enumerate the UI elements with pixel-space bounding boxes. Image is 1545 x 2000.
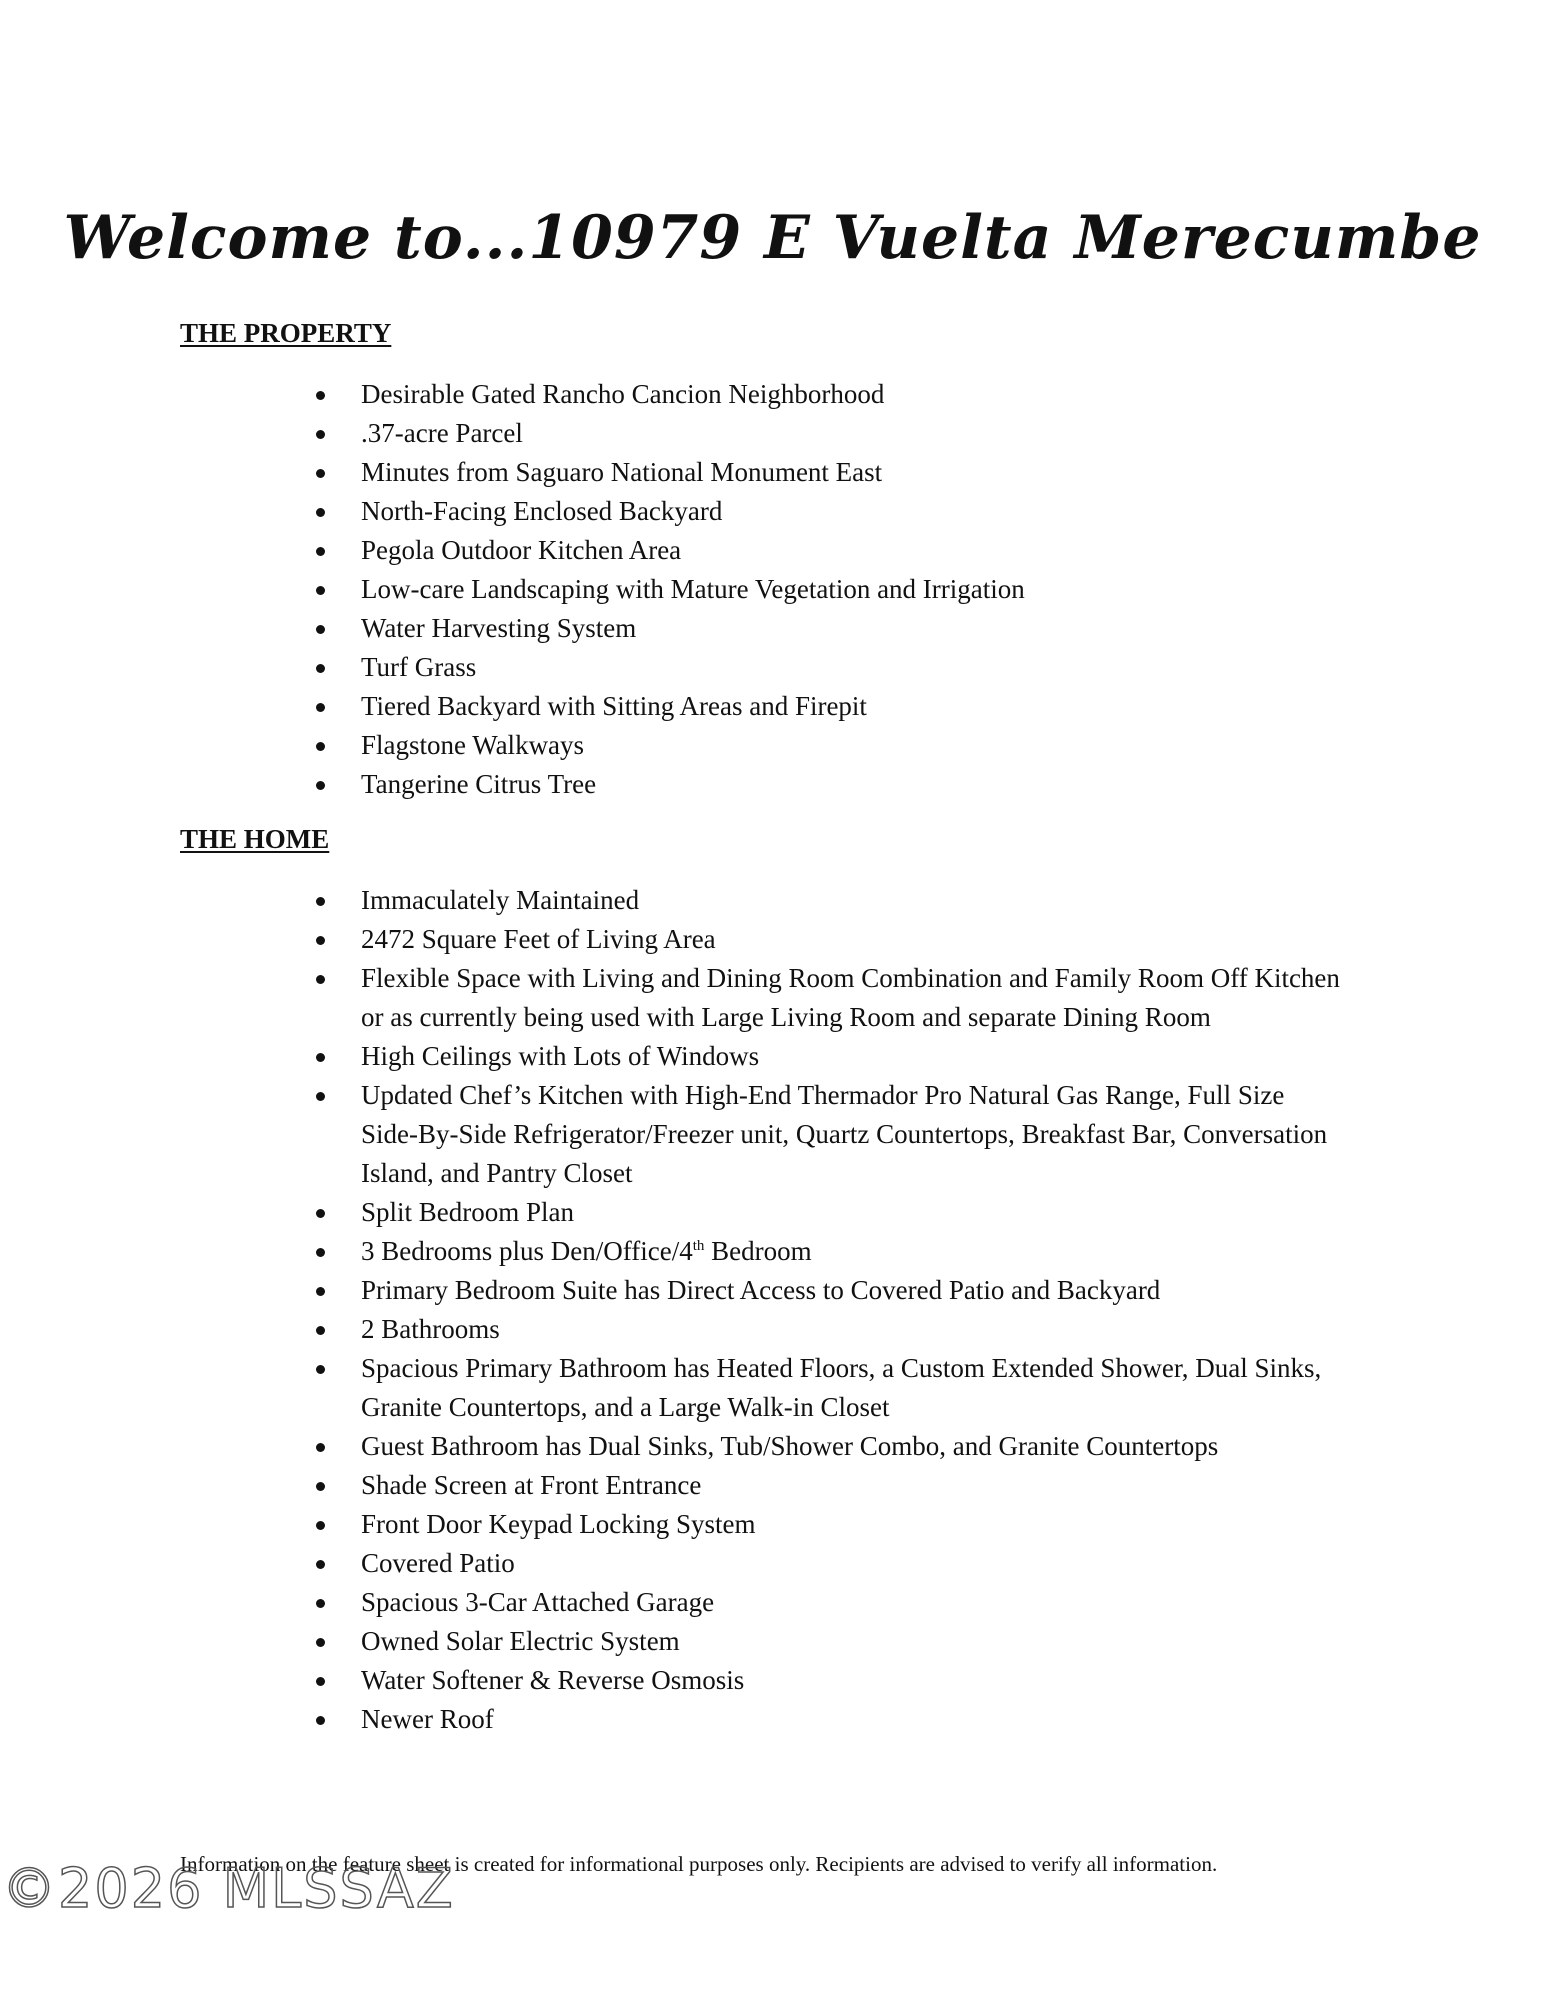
- bullet-icon: [316, 1482, 325, 1491]
- bullet-icon: [316, 1209, 325, 1218]
- list-item: [180, 1622, 1341, 1661]
- list-item-text: North-Facing Enclosed Backyard: [361, 496, 723, 526]
- bullet-icon: [316, 625, 325, 634]
- list-item-text: Split Bedroom Plan: [361, 1197, 575, 1227]
- bullet-icon: [316, 936, 325, 945]
- list-item: [180, 1544, 1341, 1583]
- bullet-icon: [316, 1716, 325, 1725]
- list-item-text: Primary Bedroom Suite has Direct Access to Covered Patio and Backyard: [361, 1275, 1161, 1305]
- list-item: [180, 881, 1341, 920]
- list-item: [180, 1271, 1341, 1310]
- bullet-icon: [316, 664, 325, 673]
- list-item-text: Front Door Keypad Locking System: [361, 1509, 756, 1539]
- page-title: Welcome to...10979 E Vuelta Merecumbe: [63, 203, 1482, 274]
- bullet-icon: [316, 1599, 325, 1608]
- list-item: [180, 1076, 1341, 1193]
- section-heading-home: THE HOME: [180, 824, 330, 854]
- bullet-icon: [316, 1560, 325, 1569]
- list-item-text: Spacious Primary Bathroom has Heated Floors, a Custom Extended Shower, Dual Sinks, Granite Countertops, and a Large Walk-in Closet: [361, 1353, 1322, 1422]
- list-item-text: Tiered Backyard with Sitting Areas and Firepit: [361, 691, 867, 721]
- list-item-text: Guest Bathroom has Dual Sinks, Tub/Shower Combo, and Granite Countertops: [361, 1431, 1219, 1461]
- list-item: [180, 531, 1341, 570]
- list-item-text: 2 Bathrooms: [361, 1314, 500, 1344]
- list-item: [180, 959, 1341, 1037]
- bullet-icon: [316, 1092, 325, 1101]
- list-item-text: 2472 Square Feet of Living Area: [361, 924, 716, 954]
- list-item-text: High Ceilings with Lots of Windows: [361, 1041, 760, 1071]
- list-item: [180, 1466, 1341, 1505]
- bullet-icon: [316, 1053, 325, 1062]
- list-item: [180, 414, 1341, 453]
- list-item-text: Covered Patio: [361, 1548, 515, 1578]
- bullet-icon: [316, 1248, 325, 1257]
- list-item-text: Low-care Landscaping with Mature Vegetation and Irrigation: [361, 574, 1025, 604]
- copyright-watermark: ©2026 MLSSAZ: [2, 1857, 455, 1920]
- bullet-icon: [316, 1677, 325, 1686]
- bullet-icon: [316, 547, 325, 556]
- bullet-icon: [316, 897, 325, 906]
- list-item-text: Tangerine Citrus Tree: [361, 769, 597, 799]
- list-item-text-after: Bedroom: [704, 1236, 812, 1266]
- list-item: [180, 453, 1341, 492]
- bullet-icon: [316, 975, 325, 984]
- bullet-icon: [316, 781, 325, 790]
- list-item-text: Spacious 3-Car Attached Garage: [361, 1587, 715, 1617]
- bullet-icon: [316, 1443, 325, 1452]
- ordinal-suffix: th: [692, 1238, 705, 1254]
- list-item: [180, 726, 1341, 765]
- list-item-text: Shade Screen at Front Entrance: [361, 1470, 702, 1500]
- list-item: [180, 570, 1341, 609]
- bullet-icon: [316, 1638, 325, 1647]
- bullet-icon: [316, 430, 325, 439]
- list-item: [180, 1661, 1341, 1700]
- list-item: [180, 1583, 1341, 1622]
- bullet-icon: [316, 586, 325, 595]
- bullet-icon: [316, 508, 325, 517]
- disclaimer-footer: Information on the feature sheet is created for informational purposes only. Recipients are advised to verify all information.: [180, 1852, 1218, 1876]
- list-item-text: Water Harvesting System: [361, 613, 637, 643]
- list-item-text: Newer Roof: [361, 1704, 494, 1734]
- list-item-text-before: 3 Bedrooms plus Den/Office/4: [361, 1236, 693, 1266]
- list-item-text: Water Softener & Reverse Osmosis: [361, 1665, 745, 1695]
- list-item-text: Desirable Gated Rancho Cancion Neighborhood: [361, 379, 885, 409]
- list-item-text: Turf Grass: [361, 652, 477, 682]
- list-item-text: Updated Chef’s Kitchen with High-End Thermador Pro Natural Gas Range, Full Size Side-By-Side Refrigerator/Freezer unit, Quartz Countertops, Breakfast Bar, Conversation Island, and Pantry Closet: [361, 1080, 1328, 1188]
- list-item-text: Pegola Outdoor Kitchen Area: [361, 535, 682, 565]
- list-item: [180, 1700, 1341, 1739]
- list-item: [180, 1310, 1341, 1349]
- list-item: [180, 375, 1341, 414]
- list-item: [180, 648, 1341, 687]
- list-item-text: Flagstone Walkways: [361, 730, 585, 760]
- list-item: [180, 1193, 1341, 1232]
- bullet-icon: [316, 1326, 325, 1335]
- bullet-icon: [316, 391, 325, 400]
- list-item: [180, 1232, 1341, 1271]
- list-item: [180, 609, 1341, 648]
- list-item: [180, 1037, 1341, 1076]
- list-item: [180, 920, 1341, 959]
- list-item: [180, 765, 1341, 804]
- list-item: [180, 687, 1341, 726]
- list-item: [180, 1349, 1341, 1427]
- bullet-icon: [316, 742, 325, 751]
- list-item-text: Flexible Space with Living and Dining Room Combination and Family Room Off Kitchen or as currently being used with Large Living Room and separate Dining Room: [361, 963, 1340, 1032]
- bullet-icon: [316, 703, 325, 712]
- property-feature-list: [180, 375, 1380, 804]
- home-feature-list: [180, 881, 1380, 1739]
- bullet-icon: [316, 1365, 325, 1374]
- bullet-icon: [316, 1521, 325, 1530]
- list-item-text: .37-acre Parcel: [361, 418, 523, 448]
- bullet-icon: [316, 1287, 325, 1296]
- bullet-icon: [316, 469, 325, 478]
- list-item: [180, 1427, 1341, 1466]
- section-heading-property: THE PROPERTY: [180, 318, 392, 348]
- list-item-text: Minutes from Saguaro National Monument East: [361, 457, 883, 487]
- list-item: [180, 1505, 1341, 1544]
- list-item-text: Immaculately Maintained: [361, 885, 640, 915]
- list-item-text: Owned Solar Electric System: [361, 1626, 680, 1656]
- list-item: [180, 492, 1341, 531]
